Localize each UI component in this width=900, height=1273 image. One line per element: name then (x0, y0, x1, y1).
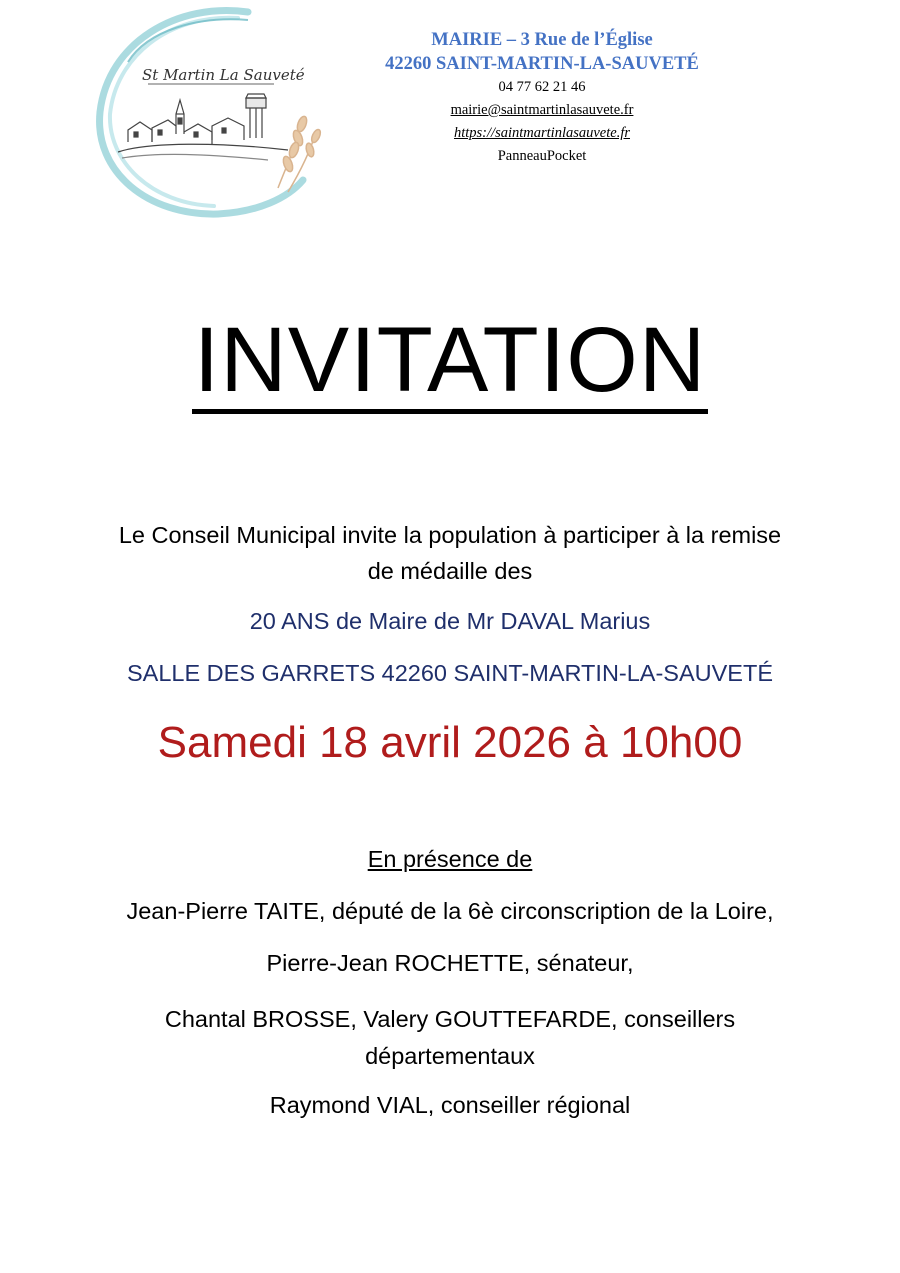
guest-line-part: Chantal BROSSE, Valery GOUTTEFARDE, conseillers (164, 1006, 736, 1032)
venue-line: SALLE DES GARRETS 42260 SAINT-MARTIN-LA-SAUVETÉ (126, 660, 774, 686)
guest-line-part: départementaux (365, 1043, 535, 1069)
header-phone: 04 77 62 21 46 (498, 79, 586, 95)
intro-line-2: de médaille des (367, 558, 533, 584)
header-city-line: 42260 SAINT-MARTIN-LA-SAUVETÉ (385, 54, 699, 74)
municipal-logo (88, 2, 333, 220)
guest-line (0, 1001, 900, 1075)
guest-line: Jean-Pierre TAITE, député de la 6è circonscription de la Loire, (126, 898, 774, 924)
header-address-line: MAIRIE – 3 Rue de l’Église (431, 30, 653, 50)
header-website-link[interactable]: https://saintmartinlasauvete.fr (453, 125, 630, 141)
event-datetime: Samedi 18 avril 2026 à 10h00 (157, 718, 743, 767)
intro-line-1: Le Conseil Municipal invite la population à participer à la remise (118, 522, 782, 548)
page-title: INVITATION (0, 305, 900, 415)
invitation-intro (0, 517, 900, 589)
guest-line: Pierre-Jean ROCHETTE, sénateur, (266, 950, 634, 976)
village-church-wheat-icon (88, 2, 333, 220)
header-app-name: PanneauPocket (497, 148, 587, 164)
occasion-line: 20 ANS de Maire de Mr DAVAL Marius (249, 608, 651, 634)
logo-script-text: St Martin La Sauveté (142, 66, 305, 84)
presence-heading: En présence de (367, 846, 533, 872)
guest-line: Raymond VIAL, conseiller régional (269, 1092, 631, 1118)
letterhead (330, 28, 754, 168)
header-email-link[interactable]: mairie@saintmartinlasauvete.fr (450, 102, 634, 118)
